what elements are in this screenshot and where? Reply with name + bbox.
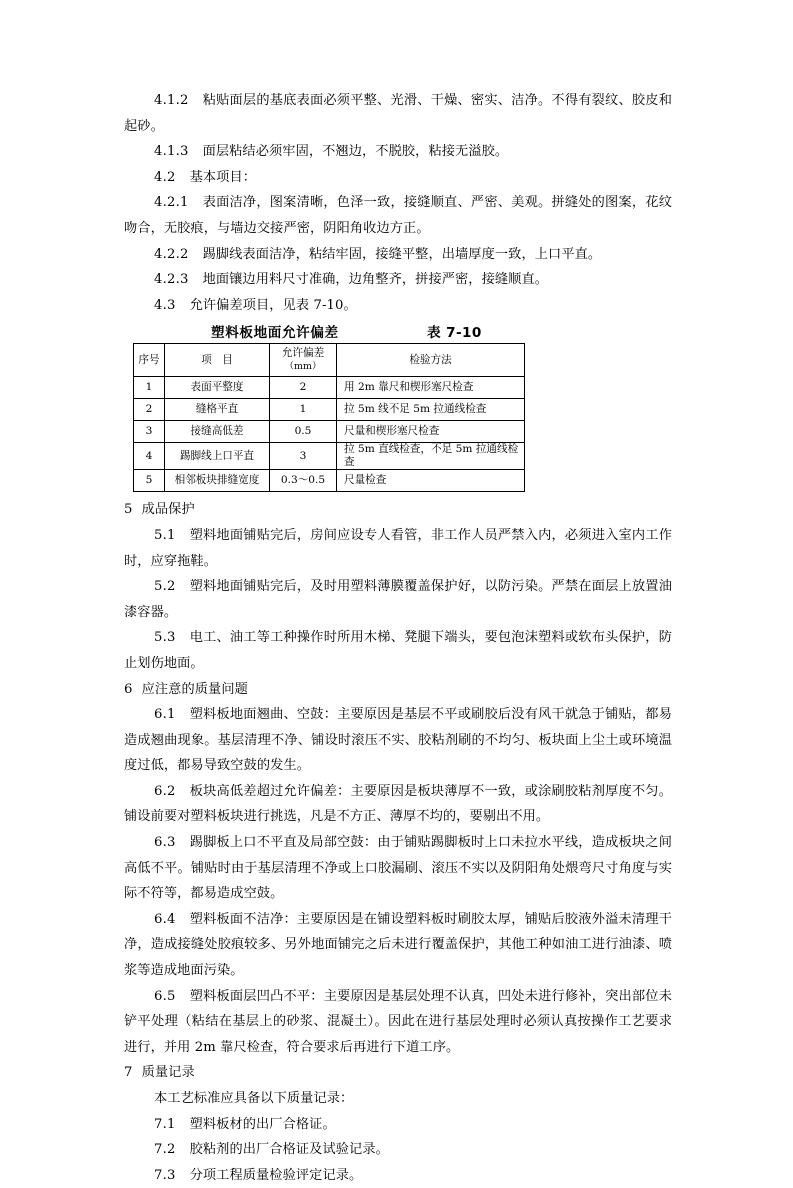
paragraph-6-1 xyxy=(124,702,672,779)
paragraph-text-4-2: 基本项目： xyxy=(189,169,257,185)
paragraph-7-3 xyxy=(124,1163,672,1188)
paragraph-number-4-2-1: 4.2.1 xyxy=(154,195,189,211)
heading-5 xyxy=(124,497,672,523)
paragraph-text-5-2: 塑料地面铺贴完后，及时用塑料薄膜覆盖保护好，以防污染。严禁在面层上放置油漆容器。 xyxy=(124,579,672,620)
paragraph-number-4-3: 4.3 xyxy=(154,297,176,313)
paragraph-number-6-3: 6.3 xyxy=(154,835,176,851)
paragraph-number-6-4: 6.4 xyxy=(154,911,176,927)
table-row xyxy=(134,377,525,399)
table-header xyxy=(134,344,525,377)
paragraph-4-2 xyxy=(124,165,672,191)
cell-method: 拉 5m 直线检查，不足 5m 拉通线检查 xyxy=(337,443,525,470)
table-number: 表 7-10 xyxy=(427,325,482,342)
heading-text-5: 成品保护 xyxy=(141,502,195,518)
column-header-deviation xyxy=(270,344,337,377)
cell-seq: 4 xyxy=(134,443,165,470)
cell-deviation: 1 xyxy=(270,399,337,421)
heading-text-7: 质量记录 xyxy=(141,1065,195,1081)
paragraph-6-3 xyxy=(124,830,672,907)
cell-method: 尺量和楔形塞尺检查 xyxy=(337,421,525,443)
paragraph-number-5-2: 5.2 xyxy=(154,579,176,595)
paragraph-4-1-2 xyxy=(124,88,672,139)
paragraph-text-6-5: 塑料板面层凹凸不平：主要原因是基层处理不认真，凹处未进行修补，突出部位未铲平处理（粘结在基层上的砂浆、混凝土）。因此在进行基层处理时必须认真按操作工艺要求进行，并用 2m 靠尺检查，符合要求后再进行下道工序。 xyxy=(124,988,672,1055)
column-header-seq: 序号 xyxy=(134,344,165,377)
paragraph-text-7-intro: 本工艺标准应具备以下质量记录： xyxy=(154,1091,354,1106)
paragraph-text-6-3: 踢脚板上口不平直及局部空鼓：由于铺贴踢脚板时上口未拉水平线，造成板块之间高低不平。铺贴时由于基层清理不净或上口胶漏刷、滚压不实以及阴阳角处煨弯尺寸角度与实际不符等，都易造成空鼓。 xyxy=(124,835,672,902)
heading-6 xyxy=(124,677,672,703)
paragraph-number-7-3: 7.3 xyxy=(154,1167,176,1183)
cell-deviation: 3 xyxy=(270,443,337,470)
table-row xyxy=(134,443,525,470)
column-header-item: 项 目 xyxy=(165,344,270,377)
cell-item: 相邻板块排缝宽度 xyxy=(165,470,270,492)
deviation-table-block xyxy=(124,321,672,492)
paragraph-number-5-1: 5.1 xyxy=(154,527,176,543)
paragraph-number-4-1-2: 4.1.2 xyxy=(154,93,189,108)
heading-number-5: 5 xyxy=(124,502,133,518)
heading-number-6: 6 xyxy=(124,681,133,697)
paragraph-text-4-3: 允许偏差项目，见表 7-10。 xyxy=(189,297,357,313)
cell-seq: 1 xyxy=(134,377,165,399)
cell-seq: 5 xyxy=(134,470,165,492)
paragraph-number-4-2-2: 4.2.2 xyxy=(154,246,189,262)
paragraph-4-2-1 xyxy=(124,190,672,241)
cell-deviation: 2 xyxy=(270,377,337,399)
paragraph-text-7-2: 胶粘剂的出厂合格证及试验记录。 xyxy=(189,1142,389,1158)
heading-text-6: 应注意的质量问题 xyxy=(141,681,248,697)
paragraph-text-4-2-2: 踢脚线表面洁净，粘结牢固，接缝平整，出墙厚度一致，上口平直。 xyxy=(202,246,602,262)
paragraph-4-2-3 xyxy=(124,267,672,293)
paragraph-7-2 xyxy=(124,1137,672,1163)
table-row xyxy=(134,421,525,443)
paragraph-text-7-3: 分项工程质量检验评定记录。 xyxy=(189,1167,363,1183)
cell-method: 用 2m 靠尺和楔形塞尺检查 xyxy=(337,377,525,399)
paragraph-7-intro xyxy=(124,1086,672,1112)
paragraph-number-6-5: 6.5 xyxy=(154,988,176,1004)
column-header-deviation-line1: 允许偏差 xyxy=(281,347,325,360)
paragraph-5-3 xyxy=(124,625,672,676)
paragraph-number-4-2: 4.2 xyxy=(154,169,176,185)
cell-item: 表面平整度 xyxy=(165,377,270,399)
table-body xyxy=(134,377,525,492)
paragraph-4-3 xyxy=(124,293,672,319)
paragraph-5-1 xyxy=(124,523,672,574)
cell-method: 拉 5m 线不足 5m 拉通线检查 xyxy=(337,399,525,421)
cell-seq: 3 xyxy=(134,421,165,443)
document-body xyxy=(124,88,672,1188)
paragraph-number-6-2: 6.2 xyxy=(154,783,176,799)
table-row xyxy=(134,399,525,421)
cell-method: 尺量检查 xyxy=(337,470,525,492)
paragraph-6-5 xyxy=(124,984,672,1061)
paragraph-4-2-2 xyxy=(124,242,672,268)
allowable-deviation-table xyxy=(133,343,525,492)
paragraph-text-6-2: 板块高低差超过允许偏差：主要原因是板块薄厚不一致，或涂刷胶粘剂厚度不匀。铺设前要对塑料板块进行挑选，凡是不方正、薄厚不均的，要剔出不用。 xyxy=(124,783,672,825)
paragraph-6-2 xyxy=(124,779,672,830)
heading-7 xyxy=(124,1060,672,1086)
paragraph-number-4-2-3: 4.2.3 xyxy=(154,272,189,288)
table-header-row xyxy=(134,344,525,377)
paragraph-text-4-1-3: 面层粘结必须牢固，不翘边，不脱胶，粘接无溢胶。 xyxy=(202,144,509,160)
heading-number-7: 7 xyxy=(124,1065,133,1081)
paragraph-4-1-3 xyxy=(124,139,672,165)
paragraph-text-4-1-2: 粘贴面层的基底表面必须平整、光滑、干燥、密实、洁净。不得有裂纹、胶皮和起砂。 xyxy=(124,93,672,134)
paragraph-number-6-1: 6.1 xyxy=(154,707,176,723)
table-title: 塑料板地面允许偏差 xyxy=(211,325,339,342)
paragraph-text-5-3: 电工、油工等工种操作时所用木梯、凳腿下端头，要包泡沫塑料或软布头保护，防止划伤地面。 xyxy=(124,630,672,671)
paragraph-text-6-4: 塑料板面不洁净：主要原因是在铺设塑料板时刷胶太厚，铺贴后胶液外溢未清理干净，造成接缝处胶痕较多、另外地面铺完之后未进行覆盖保护，其他工种如油工进行油漆、喷浆等造成地面污染。 xyxy=(124,911,672,979)
paragraph-text-4-2-3: 地面镶边用料尺寸准确，边角整齐，拼接严密，接缝顺直。 xyxy=(202,272,549,288)
cell-item: 缝格平直 xyxy=(165,399,270,421)
paragraph-number-5-3: 5.3 xyxy=(154,630,176,646)
paragraph-number-4-1-3: 4.1.3 xyxy=(154,144,189,160)
cell-item: 接缝高低差 xyxy=(165,421,270,443)
paragraph-7-1 xyxy=(124,1112,672,1138)
paragraph-text-6-1: 塑料板地面翘曲、空鼓：主要原因是基层不平或刷胶后没有风干就急于铺贴，都易造成翘曲现象。基层清理不净、铺设时滚压不实、胶粘剂刷的不均匀、板块面上尘土或环境温度过低，都易导致空鼓的发生。 xyxy=(124,707,672,774)
cell-deviation: 0.5 xyxy=(270,421,337,443)
cell-deviation: 0.3～0.5 xyxy=(270,470,337,492)
paragraph-text-4-2-1: 表面洁净，图案清晰，色泽一致，接缝顺直、严密、美观。拼缝处的图案，花纹吻合，无胶痕，与墙边交接严密，阴阳角收边方正。 xyxy=(124,195,672,236)
table-row xyxy=(134,470,525,492)
paragraph-5-2 xyxy=(124,574,672,625)
cell-seq: 2 xyxy=(134,399,165,421)
paragraph-number-7-2: 7.2 xyxy=(154,1142,176,1158)
paragraph-text-7-1: 塑料板材的出厂合格证。 xyxy=(189,1116,336,1132)
paragraph-6-4 xyxy=(124,907,672,984)
column-header-method: 检验方法 xyxy=(337,344,525,377)
cell-item: 踢脚线上口平直 xyxy=(165,443,270,470)
column-header-deviation-unit: （mm） xyxy=(284,361,322,373)
table-caption xyxy=(133,321,520,343)
paragraph-text-5-1: 塑料地面铺贴完后，房间应设专人看管，非工作人员严禁入内，必须进入室内工作时，应穿拖鞋。 xyxy=(124,527,672,569)
paragraph-number-7-1: 7.1 xyxy=(154,1116,176,1132)
